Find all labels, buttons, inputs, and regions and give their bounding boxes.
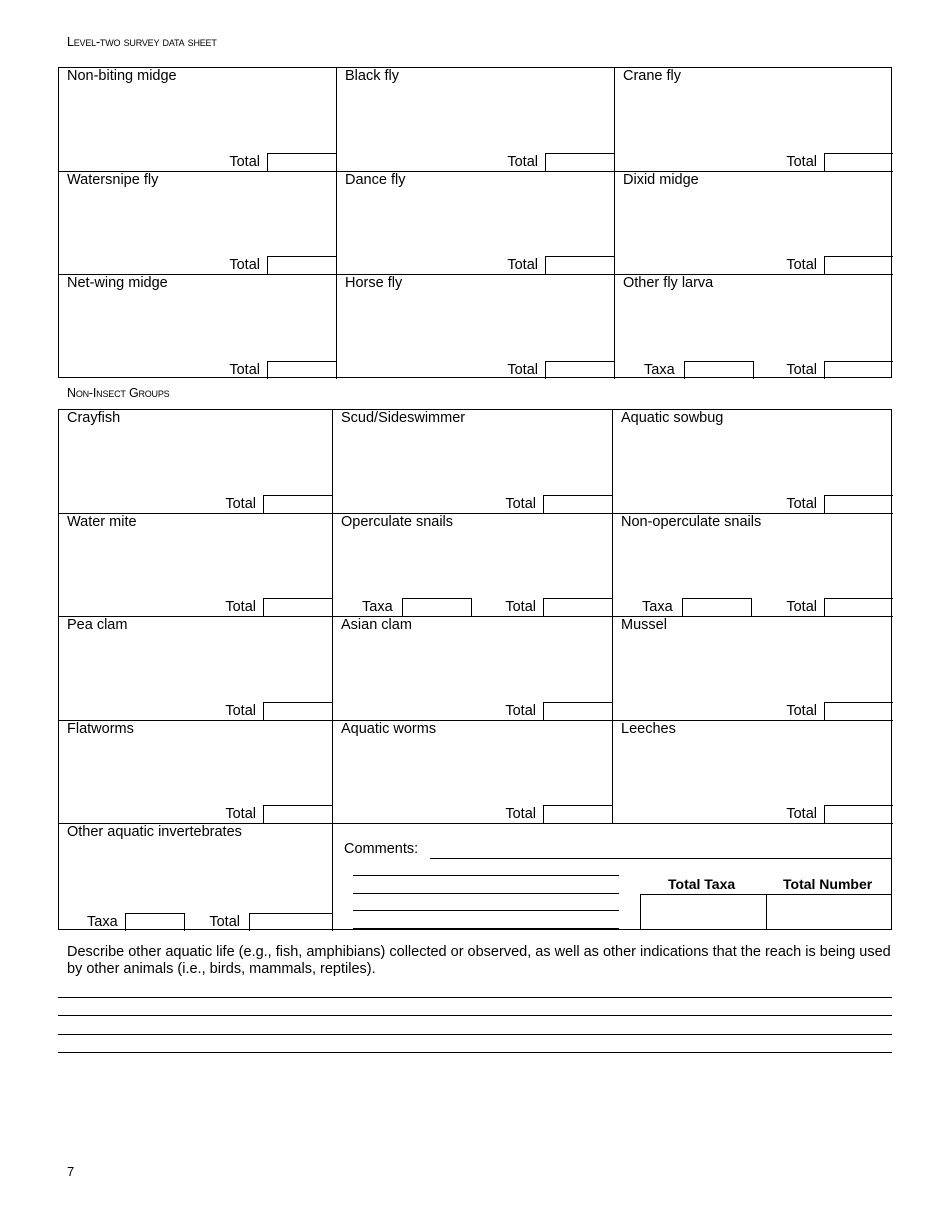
- cell-crayfish: [59, 410, 333, 514]
- total-input[interactable]: [267, 361, 336, 379]
- taxa-label: Taxa: [642, 599, 673, 615]
- total-label: Total: [229, 154, 260, 170]
- cell-dance-fly: [337, 172, 615, 275]
- total-input[interactable]: [824, 598, 893, 616]
- cell-non-biting-midge: [59, 68, 337, 172]
- cell-name: Other fly larva: [623, 275, 714, 291]
- total-taxa-header: Total Taxa: [668, 876, 736, 892]
- cell-name: Aquatic worms: [341, 721, 437, 737]
- comments-line[interactable]: [353, 928, 619, 929]
- total-taxa-input[interactable]: [640, 894, 767, 930]
- total-label: Total: [505, 703, 536, 719]
- taxa-input[interactable]: [682, 598, 752, 616]
- describe-line[interactable]: [58, 1034, 892, 1035]
- cell-name: Non-biting midge: [67, 68, 177, 84]
- total-label: Total: [505, 599, 536, 615]
- describe-line[interactable]: [58, 997, 892, 998]
- cell-pea-clam: [59, 617, 333, 721]
- cell-name: Asian clam: [341, 617, 412, 633]
- cell-other-aquatic-invertebrates: [59, 824, 333, 931]
- fly-larvae-grid: [58, 67, 892, 378]
- describe-line[interactable]: [58, 1052, 892, 1053]
- comments-label: Comments:: [344, 841, 419, 857]
- cell-name: Watersnipe fly: [67, 172, 159, 188]
- total-label: Total: [507, 154, 538, 170]
- total-input[interactable]: [543, 495, 612, 513]
- total-input[interactable]: [545, 256, 614, 274]
- cell-net-wing-midge: [59, 275, 337, 379]
- cell-name: Scud/Sideswimmer: [341, 410, 466, 426]
- cell-water-mite: [59, 514, 333, 617]
- total-label: Total: [786, 806, 817, 822]
- cell-name: Aquatic sowbug: [621, 410, 724, 426]
- total-input[interactable]: [543, 598, 612, 616]
- cell-leeches: [613, 721, 893, 824]
- total-label: Total: [225, 703, 256, 719]
- total-input[interactable]: [545, 361, 614, 379]
- total-input[interactable]: [267, 153, 336, 171]
- total-input[interactable]: [263, 598, 332, 616]
- total-input[interactable]: [267, 256, 336, 274]
- total-input[interactable]: [824, 702, 893, 720]
- cell-name: Non-operculate snails: [621, 514, 762, 530]
- cell-mussel: [613, 617, 893, 721]
- total-input[interactable]: [263, 495, 332, 513]
- cell-dixid-midge: [615, 172, 893, 275]
- cell-name: Flatworms: [67, 721, 134, 737]
- cell-aquatic-worms: [333, 721, 613, 824]
- total-input[interactable]: [263, 805, 332, 823]
- total-label: Total: [786, 257, 817, 273]
- comments-line[interactable]: [353, 875, 619, 876]
- describe-line[interactable]: [58, 1015, 892, 1016]
- cell-name: Water mite: [67, 514, 137, 530]
- total-number-input[interactable]: [766, 894, 892, 930]
- total-label: Total: [786, 154, 817, 170]
- cell-name: Black fly: [345, 68, 399, 84]
- total-input[interactable]: [543, 805, 612, 823]
- total-input[interactable]: [824, 256, 893, 274]
- total-input[interactable]: [824, 805, 893, 823]
- cell-name: Mussel: [621, 617, 667, 633]
- cell-black-fly: [337, 68, 615, 172]
- taxa-input[interactable]: [402, 598, 472, 616]
- non-insect-grid: [58, 409, 892, 930]
- cell-asian-clam: [333, 617, 613, 721]
- total-label: Total: [229, 362, 260, 378]
- total-label: Total: [209, 914, 240, 930]
- section-heading-non-insect: Non-Insect Groups: [67, 386, 170, 400]
- taxa-input[interactable]: [125, 913, 185, 931]
- total-label: Total: [507, 257, 538, 273]
- cell-name: Operculate snails: [341, 514, 454, 530]
- total-input[interactable]: [249, 913, 332, 931]
- cell-name: Horse fly: [345, 275, 403, 291]
- total-label: Total: [786, 703, 817, 719]
- comments-line[interactable]: [430, 858, 891, 859]
- comments-line[interactable]: [353, 893, 619, 894]
- total-label: Total: [507, 362, 538, 378]
- cell-horse-fly: [337, 275, 615, 379]
- total-label: Total: [229, 257, 260, 273]
- cell-scud-sideswimmer: [333, 410, 613, 514]
- total-label: Total: [786, 362, 817, 378]
- taxa-label: Taxa: [644, 362, 675, 378]
- cell-name: Crane fly: [623, 68, 682, 84]
- taxa-label: Taxa: [362, 599, 393, 615]
- cell-name: Leeches: [621, 721, 676, 737]
- total-input[interactable]: [263, 702, 332, 720]
- cell-name: Other aquatic invertebrates: [67, 824, 242, 840]
- taxa-label: Taxa: [87, 914, 118, 930]
- total-label: Total: [225, 496, 256, 512]
- cell-non-operculate-snails: [613, 514, 893, 617]
- cell-name: Pea clam: [67, 617, 128, 633]
- cell-name: Dance fly: [345, 172, 406, 188]
- cell-other-fly-larva: [615, 275, 893, 379]
- cell-watersnipe-fly: [59, 172, 337, 275]
- section-heading-level-two: Level-two survey data sheet: [67, 35, 217, 49]
- cell-name: Crayfish: [67, 410, 121, 426]
- total-label: Total: [225, 806, 256, 822]
- page-number: 7: [67, 1164, 75, 1179]
- total-label: Total: [786, 496, 817, 512]
- cell-aquatic-sowbug: [613, 410, 893, 514]
- total-input[interactable]: [824, 361, 893, 379]
- total-label: Total: [505, 806, 536, 822]
- total-input[interactable]: [824, 495, 893, 513]
- total-input[interactable]: [545, 153, 614, 171]
- total-input[interactable]: [543, 702, 612, 720]
- total-input[interactable]: [824, 153, 893, 171]
- comments-line[interactable]: [353, 910, 619, 911]
- total-label: Total: [225, 599, 256, 615]
- cell-flatworms: [59, 721, 333, 824]
- describe-prompt: Describe other aquatic life (e.g., fish, amphibians) collected or observed, as well as other indications that the reach is being used by other animals (i.e., birds, mammals, reptiles).: [67, 944, 891, 977]
- taxa-input[interactable]: [684, 361, 754, 379]
- total-label: Total: [505, 496, 536, 512]
- total-number-header: Total Number: [783, 876, 873, 892]
- cell-crane-fly: [615, 68, 893, 172]
- cell-name: Dixid midge: [623, 172, 699, 188]
- cell-operculate-snails: [333, 514, 613, 617]
- total-label: Total: [786, 599, 817, 615]
- cell-name: Net-wing midge: [67, 275, 168, 291]
